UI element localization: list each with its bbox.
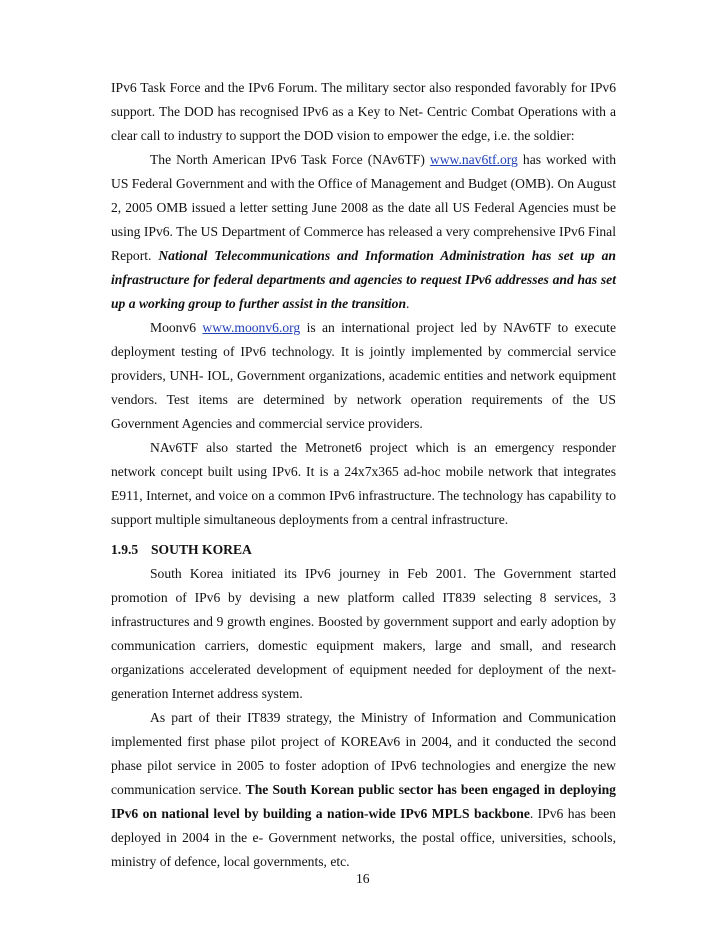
section-number: 1.9.5 xyxy=(111,542,139,557)
moonv6-link[interactable]: www.moonv6.org xyxy=(202,320,301,335)
emphasis-text: IPv6 on national level by building a nation-wide IPv6 MPLS backbone xyxy=(111,806,530,821)
body-text-line: deployed in 2004 in the e- Government networks, the postal office, universities, schools, xyxy=(111,830,616,845)
body-text-line: vendors. Test items are determined by network operation requirements of the US xyxy=(111,392,616,407)
body-text-line: deployment testing of IPv6 technology. It is jointly implemented by commercial service xyxy=(111,344,616,359)
body-text-line: ministry of defence, local governments, etc. xyxy=(111,854,350,869)
body-text-line: communication carriers, domestic equipment makers, large and small, and research xyxy=(111,638,616,653)
body-text-line xyxy=(111,247,616,265)
text-span: . IPv6 has been xyxy=(529,806,616,821)
emphasis-text-line: infrastructure for federal departments and agencies to request IPv6 addresses and has set xyxy=(111,272,616,287)
emphasis-text: up a working group to further assist in the transition xyxy=(111,296,407,311)
nav6tf-link[interactable]: www.nav6tf.org xyxy=(429,152,518,167)
emphasis-text: The South Korean public sector has been engaged in deploying xyxy=(245,782,616,797)
body-text-line: IPv6 Task Force and the IPv6 Forum. The military sector also responded favorably for IPv6 xyxy=(111,80,616,95)
body-text-line: promotion of IPv6 by devising a new platform called IT839 selecting 8 services, 3 xyxy=(111,590,616,605)
body-text-line xyxy=(111,781,616,799)
text-span: is an international project led by NAv6TF to execute xyxy=(306,320,616,335)
body-text-line: support multiple simultaneous deployments from a central infrastructure. xyxy=(111,512,509,527)
body-text-line: network concept built using IPv6. It is a 24x7x365 ad-hoc mobile network that integrates xyxy=(111,464,616,479)
body-text-line: clear call to industry to support the DOD vision to empower the edge, i.e. the soldier: xyxy=(111,128,575,143)
body-text-line: infrastructures and 9 growth engines. Boosted by government support and early adoption by xyxy=(111,614,616,629)
body-text-line xyxy=(111,295,616,313)
body-text-line: Government Agencies and commercial service providers. xyxy=(111,416,423,431)
page-number: 16 xyxy=(356,871,370,886)
text-span: has worked with xyxy=(522,152,616,167)
body-text-line xyxy=(150,151,616,169)
body-text-line: generation Internet address system. xyxy=(111,686,303,701)
body-text-line xyxy=(111,805,616,823)
body-text-line xyxy=(150,319,616,337)
body-text-line: providers, UNH- IOL, Government organizations, academic entities and network equipment xyxy=(111,368,616,383)
body-text-line: E911, Internet, and voice on a common IPv6 infrastructure. The technology has capability to xyxy=(111,488,616,503)
body-text-line: using IPv6. The US Department of Commerce has released a very comprehensive IPv6 Final xyxy=(111,224,616,239)
text-span: Moonv6 xyxy=(150,320,197,335)
text-span: communication service. xyxy=(111,782,242,797)
body-text-line: NAv6TF also started the Metronet6 project which is an emergency responder xyxy=(150,440,616,455)
emphasis-text: National Telecommunications and Information Administration has set up an xyxy=(158,248,616,263)
text-span: Report. xyxy=(111,248,152,263)
body-text-line: implemented first phase pilot project of KOREAv6 in 2004, and it conducted the second xyxy=(111,734,616,749)
body-text-line: US Federal Government and with the Office of Management and Budget (OMB). On August xyxy=(111,176,616,191)
body-text-line: support. The DOD has recognised IPv6 as a Key to Net- Centric Combat Operations with a xyxy=(111,104,616,119)
body-text-line: South Korea initiated its IPv6 journey in Feb 2001. The Government started xyxy=(150,566,616,581)
body-text-line: 2, 2005 OMB issued a letter setting June 2008 as the date all US Federal Agencies must be xyxy=(111,200,616,215)
text-span: The North American IPv6 Task Force (NAv6TF) xyxy=(150,152,425,167)
section-title: SOUTH KOREA xyxy=(151,542,252,557)
body-text-line: organizations accelerated development of equipment needed for deployment of the next- xyxy=(111,662,616,677)
text-span: . xyxy=(406,296,410,311)
body-text-line: phase pilot service in 2005 to foster adoption of IPv6 technologies and energize the new xyxy=(111,758,616,773)
body-text-line: As part of their IT839 strategy, the Ministry of Information and Communication xyxy=(150,710,616,725)
